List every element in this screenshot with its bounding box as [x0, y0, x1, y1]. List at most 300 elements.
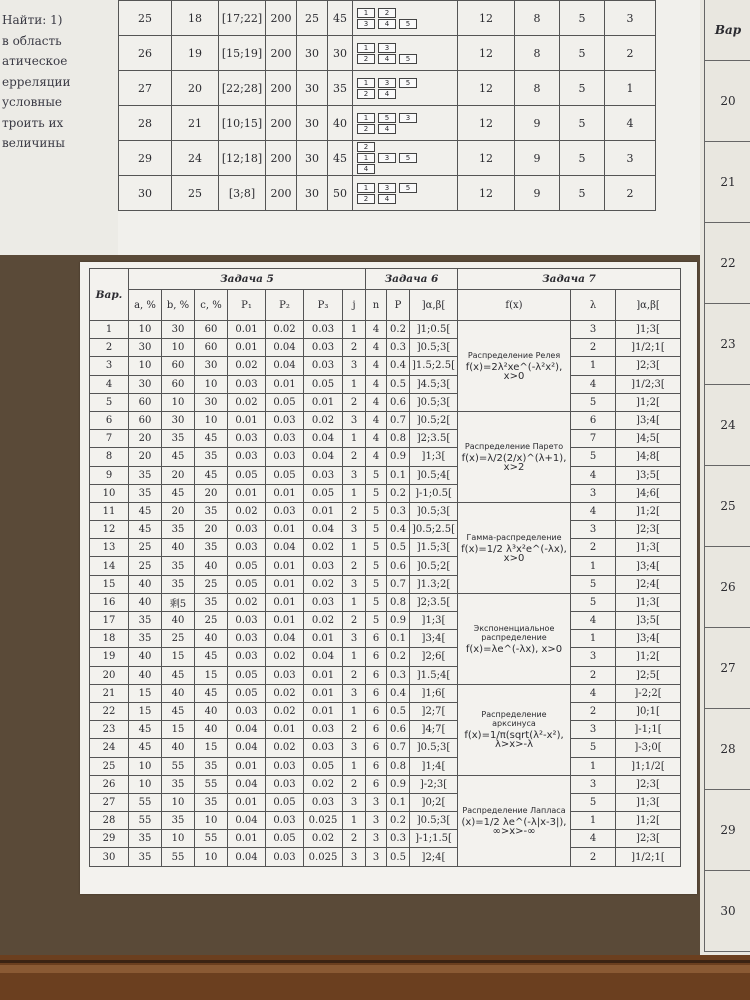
cell-j: 1 [343, 757, 366, 775]
top-cell-d: 12 [458, 141, 515, 176]
cell-variant: 20 [90, 666, 129, 684]
top-cell-b: 30 [297, 71, 328, 106]
cell-interval6: ]1;6[ [410, 684, 458, 702]
scheme-branch [357, 19, 453, 29]
cell-lambda: 2 [571, 339, 616, 357]
cell-n: 4 [366, 321, 387, 339]
cell-lambda: 1 [571, 557, 616, 575]
cell-j: 2 [343, 502, 366, 520]
cell-j: 1 [343, 375, 366, 393]
cell-lambda: 3 [571, 521, 616, 539]
cell-p3: 0.03 [304, 339, 343, 357]
top-cell-g: 3 [605, 1, 656, 36]
cell-p3: 0.02 [304, 612, 343, 630]
top-cell-var: 29 [119, 141, 172, 176]
top-cell-f: 5 [560, 141, 605, 176]
cell-p2: 0.03 [266, 502, 304, 520]
top-cell-n: 24 [172, 141, 219, 176]
cell-lambda: 2 [571, 848, 616, 866]
cell-p1: 0.04 [228, 775, 266, 793]
cell-p2: 0.02 [266, 321, 304, 339]
cell-p: 0.7 [387, 575, 410, 593]
cell-p: 0.9 [387, 775, 410, 793]
cell-j: 3 [343, 575, 366, 593]
top-cell-b: 25 [297, 1, 328, 36]
cell-n: 3 [366, 830, 387, 848]
cell-n: 5 [366, 466, 387, 484]
cell-p1: 0.02 [228, 393, 266, 411]
cell-interval7: ]4;5[ [616, 430, 681, 448]
cell-j: 1 [343, 321, 366, 339]
header-j: j [343, 290, 366, 321]
cell-b: 10 [162, 339, 195, 357]
scheme-branch [357, 153, 453, 163]
cell-variant: 11 [90, 502, 129, 520]
cell-c: 15 [195, 739, 228, 757]
cell-p: 0.3 [387, 666, 410, 684]
cell-j: 2 [343, 721, 366, 739]
cell-j: 1 [343, 593, 366, 611]
scheme-block: 1 [357, 8, 375, 18]
cell-n: 3 [366, 848, 387, 866]
cell-interval6: ]1;3[ [410, 448, 458, 466]
cell-n: 6 [366, 666, 387, 684]
table-row [90, 557, 681, 575]
cell-p1: 0.02 [228, 593, 266, 611]
header-p: P [387, 290, 410, 321]
top-cell-f: 5 [560, 176, 605, 211]
scheme-block: 3 [399, 113, 417, 123]
cell-j: 2 [343, 448, 366, 466]
table-row [90, 375, 681, 393]
cell-interval6: ]-1;0.5[ [410, 484, 458, 502]
cell-b: 35 [162, 430, 195, 448]
cell-p: 0.9 [387, 448, 410, 466]
top-cell-f: 5 [560, 1, 605, 36]
top-cell-var: 27 [119, 71, 172, 106]
table-row [90, 357, 681, 375]
right-variant-header: Вар [705, 0, 750, 61]
table-row [90, 411, 681, 429]
right-variant-cell: 23 [705, 304, 750, 385]
cell-p2: 0.02 [266, 648, 304, 666]
cell-n: 4 [366, 393, 387, 411]
cell-interval6: ]0.5;3[ [410, 393, 458, 411]
cell-j: 3 [343, 411, 366, 429]
cell-p: 0.2 [387, 321, 410, 339]
cell-p: 0.5 [387, 375, 410, 393]
table-row [90, 812, 681, 830]
table-row [90, 702, 681, 720]
cell-interval7: ]1/2;1[ [616, 848, 681, 866]
cell-a: 35 [129, 484, 162, 502]
cell-c: 10 [195, 812, 228, 830]
table-row [90, 666, 681, 684]
cell-p1: 0.04 [228, 721, 266, 739]
left-text-line: Найти: 1) [2, 13, 63, 27]
cell-p3: 0.02 [304, 775, 343, 793]
cell-p: 0.1 [387, 466, 410, 484]
top-cell-e: 8 [515, 36, 560, 71]
cell-p: 0.4 [387, 684, 410, 702]
cell-b: 40 [162, 739, 195, 757]
cell-lambda: 3 [571, 775, 616, 793]
cell-interval7: ]2;3[ [616, 357, 681, 375]
cell-c: 35 [195, 757, 228, 775]
cell-variant: 14 [90, 557, 129, 575]
cell-p3: 0.04 [304, 430, 343, 448]
left-text-line: в область [2, 33, 62, 48]
reliability-scheme [353, 106, 458, 141]
distribution-cell [458, 775, 571, 866]
distribution-name: Распределение арксинуса [481, 710, 547, 729]
cell-interval6: ]2;4[ [410, 848, 458, 866]
scheme-diagram [353, 77, 457, 100]
cell-a: 10 [129, 357, 162, 375]
cell-interval6: ]0.5;2.5[ [410, 521, 458, 539]
cell-a: 45 [129, 739, 162, 757]
cell-b: 45 [162, 666, 195, 684]
scheme-block: 1 [357, 43, 375, 53]
cell-lambda: 3 [571, 648, 616, 666]
cell-a: 55 [129, 812, 162, 830]
cell-variant: 2 [90, 339, 129, 357]
header-interval-6: ]α,β[ [410, 290, 458, 321]
table-row [90, 502, 681, 520]
cell-variant: 22 [90, 702, 129, 720]
cell-variant: 21 [90, 684, 129, 702]
right-variant-cell: 30 [705, 871, 750, 952]
cell-a: 35 [129, 830, 162, 848]
cell-p1: 0.01 [228, 321, 266, 339]
cell-variant: 5 [90, 393, 129, 411]
cell-j: 1 [343, 812, 366, 830]
cell-p1: 0.03 [228, 702, 266, 720]
top-cell-e: 9 [515, 176, 560, 211]
cell-b: 60 [162, 375, 195, 393]
cell-interval7: ]2;3[ [616, 775, 681, 793]
scheme-diagram [353, 141, 457, 175]
cell-interval7: ]2;5[ [616, 666, 681, 684]
frame-shadow [0, 960, 750, 963]
cell-p1: 0.01 [228, 793, 266, 811]
cell-interval7: ]3;4[ [616, 557, 681, 575]
header-p3: P₃ [304, 290, 343, 321]
cell-p1: 0.05 [228, 557, 266, 575]
cell-b: 10 [162, 793, 195, 811]
cell-n: 5 [366, 539, 387, 557]
cell-lambda: 3 [571, 721, 616, 739]
cell-n: 5 [366, 521, 387, 539]
scheme-diagram [353, 112, 457, 135]
cell-p2: 0.05 [266, 393, 304, 411]
cell-variant: 23 [90, 721, 129, 739]
left-text-lines [2, 10, 70, 154]
cell-a: 35 [129, 630, 162, 648]
cell-p2: 0.01 [266, 575, 304, 593]
cell-p2: 0.02 [266, 702, 304, 720]
cell-n: 5 [366, 575, 387, 593]
scheme-block: 3 [357, 19, 375, 29]
cell-p: 0.7 [387, 739, 410, 757]
top-cell-var: 26 [119, 36, 172, 71]
cell-a: 20 [129, 448, 162, 466]
top-cell-a: 200 [266, 71, 297, 106]
distribution-name: Экспоненциальное распределение [473, 623, 555, 642]
distribution-cell [458, 411, 571, 502]
top-cell-n: 20 [172, 71, 219, 106]
cell-c: 55 [195, 830, 228, 848]
scheme-block: 5 [399, 54, 417, 64]
scheme-block: 5 [399, 183, 417, 193]
cell-c: 40 [195, 630, 228, 648]
cell-interval6: ]0.5;3[ [410, 739, 458, 757]
left-sheet-fragment [0, 0, 118, 255]
cell-a: 45 [129, 502, 162, 520]
reliability-scheme [353, 176, 458, 211]
cell-variant: 29 [90, 830, 129, 848]
cell-p1: 0.01 [228, 484, 266, 502]
scheme-branch [357, 89, 453, 99]
cell-p3: 0.03 [304, 793, 343, 811]
cell-b: 45 [162, 484, 195, 502]
cell-p3: 0.02 [304, 411, 343, 429]
cell-p1: 0.03 [228, 448, 266, 466]
scheme-block: 2 [357, 194, 375, 204]
scheme-branch [357, 194, 453, 204]
cell-lambda: 2 [571, 539, 616, 557]
scheme-block: 2 [357, 89, 375, 99]
cell-p1: 0.02 [228, 357, 266, 375]
cell-p1: 0.04 [228, 812, 266, 830]
cell-b: 40 [162, 539, 195, 557]
right-variant-cell: 25 [705, 466, 750, 547]
cell-p: 0.6 [387, 721, 410, 739]
cell-a: 15 [129, 702, 162, 720]
table-row [90, 430, 681, 448]
cell-interval7: ]2;3[ [616, 521, 681, 539]
cell-c: 30 [195, 393, 228, 411]
cell-p2: 0.03 [266, 848, 304, 866]
cell-interval6: ]-1;1.5[ [410, 830, 458, 848]
cell-a: 35 [129, 466, 162, 484]
frame-edge [0, 965, 750, 973]
cell-a: 30 [129, 339, 162, 357]
cell-j: 3 [343, 739, 366, 757]
cell-interval6: ]0.5;3[ [410, 502, 458, 520]
cell-p2: 0.01 [266, 593, 304, 611]
cell-p2: 0.04 [266, 630, 304, 648]
cell-p3: 0.03 [304, 466, 343, 484]
cell-p3: 0.03 [304, 739, 343, 757]
top-table-row [119, 176, 656, 211]
table-row [90, 448, 681, 466]
cell-interval6: ]0.5;4[ [410, 466, 458, 484]
left-text-line: ерреляции [2, 74, 71, 89]
cell-p3: 0.01 [304, 630, 343, 648]
cell-b: 15 [162, 721, 195, 739]
top-cell-c: 45 [328, 141, 353, 176]
cell-j: 1 [343, 484, 366, 502]
cell-p2: 0.05 [266, 466, 304, 484]
top-cell-interval: [22;28] [219, 71, 266, 106]
cell-p1: 0.03 [228, 630, 266, 648]
cell-lambda: 2 [571, 702, 616, 720]
scheme-branch [357, 124, 453, 134]
cell-j: 3 [343, 848, 366, 866]
cell-n: 5 [366, 557, 387, 575]
cell-b: 35 [162, 575, 195, 593]
cell-p3: 0.025 [304, 848, 343, 866]
cell-p1: 0.02 [228, 502, 266, 520]
cell-variant: 16 [90, 593, 129, 611]
scheme-block: 5 [399, 78, 417, 88]
cell-lambda: 6 [571, 411, 616, 429]
cell-a: 25 [129, 539, 162, 557]
cell-c: 45 [195, 684, 228, 702]
table-row [90, 793, 681, 811]
header-interval-7: ]α,β[ [616, 290, 681, 321]
cell-interval6: ]1;4[ [410, 757, 458, 775]
scheme-branch [357, 183, 453, 193]
cell-interval7: ]1;2[ [616, 393, 681, 411]
cell-j: 3 [343, 630, 366, 648]
top-cell-g: 1 [605, 71, 656, 106]
cell-j: 2 [343, 612, 366, 630]
scheme-diagram [353, 7, 457, 30]
cell-interval6: ]0;2[ [410, 793, 458, 811]
cell-a: 30 [129, 375, 162, 393]
cell-interval6: ]-2;3[ [410, 775, 458, 793]
top-table-row [119, 1, 656, 36]
cell-interval6: ]2;7[ [410, 702, 458, 720]
cell-b: 35 [162, 521, 195, 539]
cell-c: 35 [195, 793, 228, 811]
scheme-block: 3 [378, 153, 396, 163]
cell-c: 20 [195, 521, 228, 539]
cell-n: 5 [366, 484, 387, 502]
scheme-block: 4 [378, 194, 396, 204]
cell-interval6: ]1.5;4[ [410, 666, 458, 684]
cell-p: 0.2 [387, 812, 410, 830]
cell-p3: 0.05 [304, 484, 343, 502]
cell-lambda: 5 [571, 793, 616, 811]
cell-variant: 30 [90, 848, 129, 866]
top-cell-g: 2 [605, 176, 656, 211]
top-cell-a: 200 [266, 36, 297, 71]
top-cell-c: 30 [328, 36, 353, 71]
cell-a: 45 [129, 521, 162, 539]
cell-p1: 0.03 [228, 648, 266, 666]
cell-b: 55 [162, 757, 195, 775]
cell-c: 35 [195, 539, 228, 557]
cell-p: 0.1 [387, 630, 410, 648]
cell-c: 25 [195, 612, 228, 630]
top-cell-interval: [12;18] [219, 141, 266, 176]
cell-p: 0.8 [387, 430, 410, 448]
cell-p2: 0.02 [266, 684, 304, 702]
cell-n: 6 [366, 684, 387, 702]
scheme-block: 2 [378, 8, 396, 18]
scheme-block: 5 [378, 113, 396, 123]
cell-variant: 26 [90, 775, 129, 793]
cell-p3: 0.03 [304, 721, 343, 739]
top-cell-d: 12 [458, 106, 515, 141]
cell-p1: 0.01 [228, 339, 266, 357]
cell-interval7: ]1;2[ [616, 812, 681, 830]
cell-p2: 0.01 [266, 612, 304, 630]
header-fx: f(x) [458, 290, 571, 321]
top-cell-g: 3 [605, 141, 656, 176]
cell-b: 30 [162, 321, 195, 339]
reliability-scheme [353, 141, 458, 176]
cell-variant: 28 [90, 812, 129, 830]
cell-j: 2 [343, 666, 366, 684]
header-variant: Вар. [90, 269, 129, 321]
cell-p1: 0.04 [228, 739, 266, 757]
cell-lambda: 5 [571, 448, 616, 466]
cell-c: 35 [195, 448, 228, 466]
cell-p: 0.9 [387, 612, 410, 630]
header-p1: P₁ [228, 290, 266, 321]
scheme-block: 4 [378, 54, 396, 64]
top-cell-c: 35 [328, 71, 353, 106]
cell-interval7: ]3;4[ [616, 630, 681, 648]
cell-n: 4 [366, 357, 387, 375]
cell-lambda: 4 [571, 830, 616, 848]
cell-p2: 0.01 [266, 721, 304, 739]
top-cell-e: 8 [515, 1, 560, 36]
distribution-cell [458, 593, 571, 684]
cell-n: 6 [366, 721, 387, 739]
cell-interval7: ]2;3[ [616, 830, 681, 848]
right-variant-column [704, 0, 750, 952]
cell-n: 3 [366, 793, 387, 811]
cell-b: 35 [162, 812, 195, 830]
top-table-row [119, 141, 656, 176]
cell-b: 60 [162, 357, 195, 375]
distribution-formula: f(x)=1/π(sqrt(λ²-x²), λ>x>-λ [464, 730, 564, 751]
scheme-branch [357, 113, 453, 123]
cell-interval6: ]1.3;2[ [410, 575, 458, 593]
cell-interval7: ]1;2[ [616, 502, 681, 520]
right-variant-cell: 22 [705, 223, 750, 304]
cell-j: 1 [343, 430, 366, 448]
table-row [90, 757, 681, 775]
top-cell-n: 25 [172, 176, 219, 211]
cell-interval7: ]4;6[ [616, 484, 681, 502]
cell-p: 0.3 [387, 830, 410, 848]
cell-j: 3 [343, 357, 366, 375]
cell-p2: 0.02 [266, 739, 304, 757]
cell-p1: 0.03 [228, 430, 266, 448]
cell-p3: 0.03 [304, 357, 343, 375]
cell-p2: 0.05 [266, 830, 304, 848]
scheme-branch [357, 78, 453, 88]
cell-p3: 0.04 [304, 448, 343, 466]
top-cell-f: 5 [560, 71, 605, 106]
top-cell-b: 30 [297, 141, 328, 176]
cell-b: 55 [162, 848, 195, 866]
top-cell-e: 8 [515, 71, 560, 106]
cell-variant: 4 [90, 375, 129, 393]
cell-p3: 0.02 [304, 539, 343, 557]
cell-interval7: ]0;1[ [616, 702, 681, 720]
top-cell-n: 21 [172, 106, 219, 141]
header-task7: Задача 7 [458, 269, 681, 290]
cell-p1: 0.05 [228, 575, 266, 593]
right-variant-cell: 27 [705, 628, 750, 709]
